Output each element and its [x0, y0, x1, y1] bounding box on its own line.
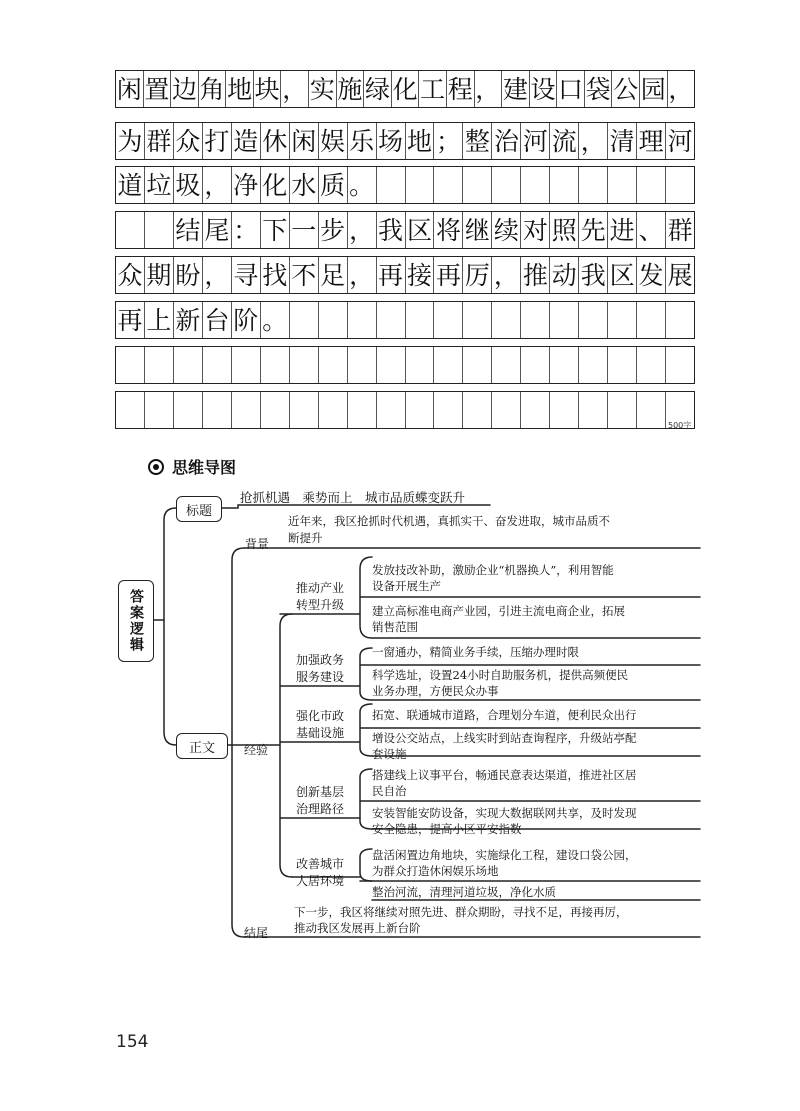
grid-cell: 河 [667, 126, 693, 156]
group-item: 科学选址，设置24小时自助服务机，提供高频便民 业务办理，方便民众办事 [372, 668, 629, 698]
grid-cell: 阶 [232, 302, 261, 338]
grid-cell: 接 [406, 257, 435, 293]
grid-cell: 设 [530, 71, 558, 107]
grid-cell: 区 [608, 257, 637, 293]
grid-cell: 结 [174, 212, 203, 248]
grid-cell: 对 [521, 212, 550, 248]
grid-cell: 续 [492, 212, 521, 248]
grid-cell: 寻 [232, 257, 261, 293]
grid-cell: 河 [521, 123, 550, 159]
grid-cell: ， [492, 257, 521, 293]
grid-cell: 群 [145, 123, 174, 159]
grid-cell: ， [203, 167, 232, 203]
grid-cell: 化 [392, 71, 420, 107]
background-text-line-2: 断提升 [288, 531, 323, 545]
grid-cell: 质 [319, 167, 348, 203]
grid-cell: 上 [145, 302, 174, 338]
grid-cell: ， [579, 123, 608, 159]
word-count: 500字 [668, 421, 692, 430]
grid-cell: 造 [232, 123, 261, 159]
grid-cell: 清 [608, 123, 637, 159]
grid-cell: 娱 [319, 123, 348, 159]
grid-cell: 公 [612, 71, 640, 107]
grid-cell: 我 [579, 257, 608, 293]
grid-cell: 先 [579, 212, 608, 248]
grid-cell: 。 [348, 167, 377, 203]
grid-cell: 乐 [348, 123, 377, 159]
grid-cell: 继 [463, 212, 492, 248]
group-label: 推动产业 转型升级 [295, 581, 344, 612]
grid-cell: 地 [226, 71, 254, 107]
grid-cell: 化 [261, 167, 290, 203]
grid-cell: 再 [377, 257, 406, 293]
grid-cell: 道 [116, 167, 145, 203]
title-text: 抢抓机遇 乘势而上 城市品质蝶变跃升 [240, 490, 466, 505]
grid-cell: 治 [492, 123, 521, 159]
group-label: 强化市政 基础设施 [295, 709, 344, 740]
grid-cell: 闲 [116, 71, 144, 107]
grid-cell: 盼 [174, 257, 203, 293]
grid-cell: 实 [309, 71, 337, 107]
grid-cell: ， [348, 257, 377, 293]
grid-cell: 水 [290, 167, 319, 203]
grid-cell: 口 [557, 71, 585, 107]
grid-cell: 块 [254, 71, 282, 107]
grid-cell: 不 [290, 257, 319, 293]
group-item: 发放技改补助，激励企业“机器换人”，利用智能 设备开展生产 [372, 563, 614, 593]
grid-cell: 圾 [174, 167, 203, 203]
grid-cell: 照 [550, 212, 579, 248]
grid-cell: 找 [261, 257, 290, 293]
grid-cell: 新 [174, 302, 203, 338]
grid-cell: 园 [640, 71, 668, 107]
grid-cell: ， [281, 71, 309, 107]
grid-cell: 群 [667, 215, 693, 245]
grid-cell: 期 [145, 257, 174, 293]
grid-cell: 置 [144, 71, 172, 107]
grid-cell: 施 [337, 71, 365, 107]
grid-cell: ， [348, 212, 377, 248]
grid-cell: 区 [406, 212, 435, 248]
grid-cell: 地 [406, 123, 435, 159]
ending-label: 结尾 [244, 926, 269, 940]
grid-cell: 理 [637, 123, 666, 159]
grid-cell: 工 [419, 71, 447, 107]
grid-cell: 展 [667, 260, 693, 290]
mindmap-title: 思维导图 [172, 458, 237, 477]
grid-cell: 程 [447, 71, 475, 107]
grid-cell: 将 [434, 212, 463, 248]
grid-cell: 台 [203, 302, 232, 338]
grid-cell: ， [668, 74, 694, 104]
grid-cell: 下 [261, 212, 290, 248]
grid-cell: 建 [502, 71, 530, 107]
grid-cell: 一 [290, 212, 319, 248]
grid-cell: 流 [550, 123, 579, 159]
group-item: 增设公交站点，上线实时到站查询程序，升级站亭配 套设施 [372, 731, 637, 761]
grid-cell: 足 [319, 257, 348, 293]
title-node: 标题 [176, 496, 222, 522]
background-text-line-1: 近年来，我区抢抓时代机遇，真抓实干、奋发进取，城市品质不 [288, 514, 610, 528]
grid-cell: 推 [521, 257, 550, 293]
body-node: 正文 [176, 733, 228, 759]
grid-cell: 绿 [364, 71, 392, 107]
group-item: 盘活闲置边角地块，实施绿化工程，建设口袋公园， 为群众打造休闲娱乐场地 [372, 848, 637, 878]
grid-cell: 发 [637, 257, 666, 293]
background-label: 背景 [245, 537, 270, 551]
grid-cell: 进 [608, 212, 637, 248]
grid-cell: 再 [434, 257, 463, 293]
experience-label: 经验 [244, 743, 269, 757]
grid-cell: ； [434, 123, 463, 159]
grid-cell: 整 [463, 123, 492, 159]
grid-cell: 众 [116, 257, 145, 293]
group-item: 安装智能安防设备，实现大数据联网共享，及时发现 安全隐患，提高小区平安指数 [372, 806, 637, 836]
group-item: 搭建线上议事平台，畅通民意表达渠道，推进社区居 民自治 [372, 768, 637, 798]
group-item: 建立高标准电商产业园，引进主流电商企业，拓展 销售范围 [372, 604, 625, 634]
grid-cell: ， [475, 71, 503, 107]
group-label: 改善城市 人居环境 [295, 857, 344, 888]
grid-cell: 、 [637, 212, 666, 248]
grid-cell: 休 [261, 123, 290, 159]
grid-cell: 为 [116, 123, 145, 159]
ending-text-line-2: 推动我区发展再上新台阶 [294, 921, 421, 935]
group-label: 加强政务 服务建设 [295, 653, 344, 684]
grid-cell: 步 [319, 212, 348, 248]
group-item: 一窗通办，精简业务手续，压缩办理时限 [372, 645, 579, 659]
group-label: 创新基层 治理路径 [295, 785, 344, 816]
grid-cell: 众 [174, 123, 203, 159]
grid-cell: ， [203, 257, 232, 293]
grid-cell: 角 [199, 71, 227, 107]
grid-cell: 再 [116, 302, 145, 338]
grid-cell: 边 [171, 71, 199, 107]
grid-cell: 我 [377, 212, 406, 248]
grid-cell: 打 [203, 123, 232, 159]
grid-cell: 动 [550, 257, 579, 293]
grid-cell: 袋 [585, 71, 613, 107]
grid-cell: 尾 [203, 212, 232, 248]
group-item: 整治河流，清理河道垃圾，净化水质 [372, 885, 556, 899]
grid-cell: 闲 [290, 123, 319, 159]
root-node: 答案逻辑 [118, 580, 154, 662]
group-item: 拓宽、联通城市道路，合理划分车道，便利民众出行 [372, 708, 637, 722]
grid-cell: 垃 [145, 167, 174, 203]
grid-cell: 场 [377, 123, 406, 159]
ending-text-line-1: 下一步，我区将继续对照先进、群众期盼，寻找不足，再接再厉， [294, 905, 628, 919]
grid-cell: 。 [261, 302, 290, 338]
page-number: 154 [116, 1032, 149, 1052]
grid-cell: 厉 [463, 257, 492, 293]
grid-cell: ： [232, 212, 261, 248]
grid-cell: 净 [232, 167, 261, 203]
